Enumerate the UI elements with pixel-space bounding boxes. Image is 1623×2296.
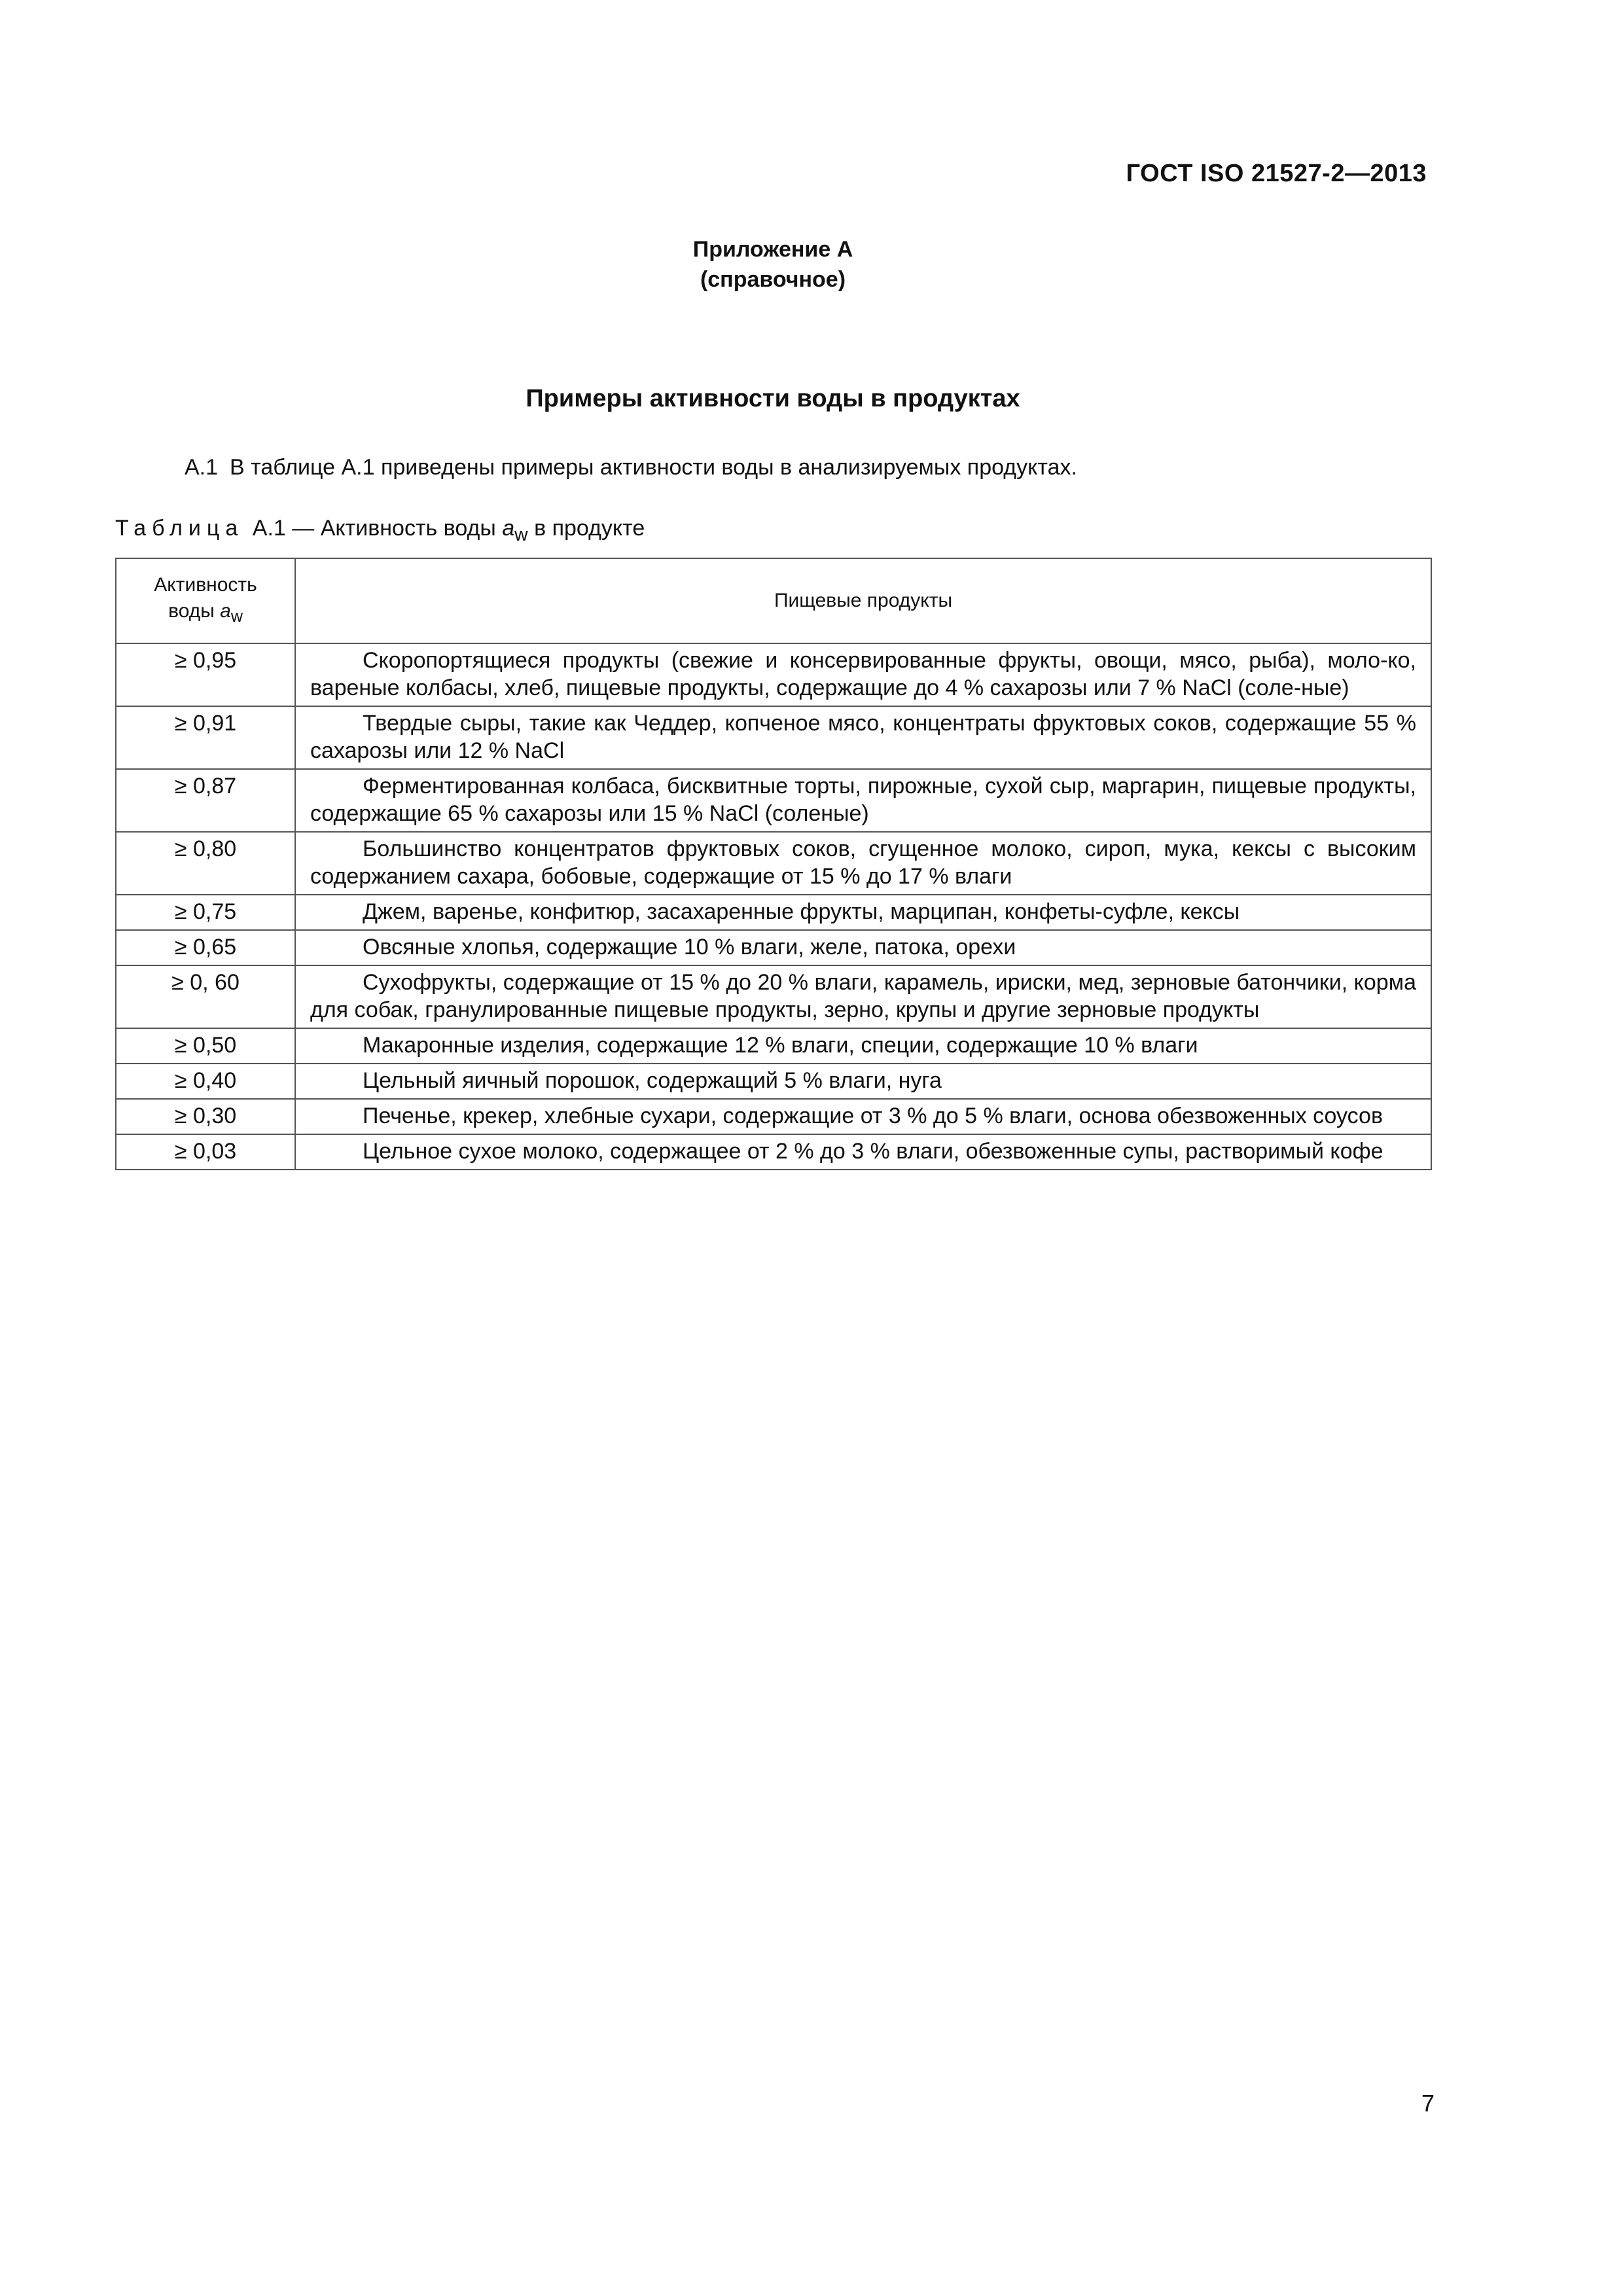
products-cell	[295, 1064, 1431, 1099]
table-caption	[115, 516, 645, 546]
water-activity-value: ≥ 0,80	[116, 832, 295, 895]
column-header-word: воды	[168, 600, 215, 622]
table-caption-symbol: a	[502, 516, 515, 541]
section-title: Примеры активности воды в продуктах	[526, 385, 1020, 412]
standard-code: ГОСТ ISO 21527-2—2013	[1126, 160, 1427, 187]
table-row	[116, 832, 1431, 895]
water-activity-value: ≥ 0,87	[116, 769, 295, 832]
table-caption-suffix: в продукте	[534, 516, 645, 541]
products-text: Твердые сыры, такие как Чеддер, копченое мясо, концентраты фруктовых соков, содержащие 55 % сахарозы или 12 % NaCl	[310, 711, 1416, 763]
products-text: Цельное сухое молоко, содержащее от 2 % до 3 % влаги, обезвоженные супы, растворимый кофе	[363, 1139, 1383, 1164]
table-header-row	[116, 558, 1431, 643]
products-text: Сухофрукты, содержащие от 15 % до 20 % влаги, карамель, ириски, мед, зерновые батончики, корма для собак, гранулированные пищевые продукты, зерно, крупы и другие зерновые продукты	[310, 970, 1416, 1022]
products-cell	[295, 930, 1431, 965]
table-row	[116, 769, 1431, 832]
table-caption-number: А.1 — Активность воды	[252, 516, 496, 541]
page-number: 7	[1421, 2090, 1435, 2117]
products-cell	[295, 1134, 1431, 1170]
water-activity-value: ≥ 0,95	[116, 643, 295, 706]
table-row	[116, 706, 1431, 769]
annex-heading	[0, 234, 1546, 295]
products-text: Большинство концентратов фруктовых соков, сгущенное молоко, сироп, мука, кексы с высоким содержанием сахара, бобовые, содержащие от 15 % до 17 % влаги	[310, 836, 1416, 889]
products-text: Ферментированная колбаса, бисквитные торты, пирожные, сухой сыр, маргарин, пищевые продукты, содержащие 65 % сахарозы или 15 % NaCl (соленые)	[310, 774, 1416, 826]
water-activity-value: ≥ 0,65	[116, 930, 295, 965]
water-activity-value: ≥ 0,30	[116, 1099, 295, 1134]
water-activity-value: ≥ 0,91	[116, 706, 295, 769]
table-row	[116, 1028, 1431, 1064]
clause-number: А.1	[185, 455, 219, 480]
intro-paragraph	[185, 455, 1077, 480]
table-caption-label: Таблица	[115, 516, 244, 541]
products-cell	[295, 965, 1431, 1028]
products-text: Джем, варенье, конфитюр, засахаренные фрукты, марципан, конфеты-суфле, кексы	[363, 899, 1240, 924]
annex-status: (справочное)	[700, 267, 846, 292]
products-cell	[295, 1028, 1431, 1064]
column-header-food-products: Пищевые продукты	[295, 558, 1431, 643]
water-activity-value: ≥ 0,75	[116, 895, 295, 930]
products-text: Овсяные хлопья, содержащие 10 % влаги, желе, патока, орехи	[363, 935, 1016, 960]
products-cell	[295, 706, 1431, 769]
products-cell	[295, 643, 1431, 706]
table-row	[116, 1099, 1431, 1134]
water-activity-value: ≥ 0,40	[116, 1064, 295, 1099]
annex-title: Приложение А	[692, 237, 853, 262]
products-cell	[295, 895, 1431, 930]
column-header-line2	[117, 598, 294, 630]
column-header-line1: Активность	[154, 574, 257, 596]
intro-text: В таблице А.1 приведены примеры активности воды в анализируемых продуктах.	[230, 455, 1077, 480]
products-text: Макаронные изделия, содержащие 12 % влаги, специи, содержащие 10 % влаги	[363, 1033, 1198, 1058]
products-text: Цельный яичный порошок, содержащий 5 % влаги, нуга	[363, 1068, 942, 1093]
table-row	[116, 1134, 1431, 1170]
column-header-symbol: a	[220, 600, 231, 622]
water-activity-value: ≥ 0,50	[116, 1028, 295, 1064]
table-row	[116, 895, 1431, 930]
table-row	[116, 930, 1431, 965]
column-header-water-activity	[116, 558, 295, 643]
water-activity-table	[115, 558, 1432, 1170]
products-cell	[295, 769, 1431, 832]
water-activity-value: ≥ 0,03	[116, 1134, 295, 1170]
products-text: Печенье, крекер, хлебные сухари, содержащие от 3 % до 5 % влаги, основа обезвоженных соусов	[363, 1103, 1383, 1128]
water-activity-value: ≥ 0, 60	[116, 965, 295, 1028]
products-text: Скоропортящиеся продукты (свежие и консервированные фрукты, овощи, мясо, рыба), моло-ко, вареные колбасы, хлеб, пищевые продукты, содержащие до 4 % сахарозы или 7 % NaCl (соле-ные)	[310, 648, 1416, 700]
products-cell	[295, 832, 1431, 895]
table-row	[116, 965, 1431, 1028]
table-row	[116, 1064, 1431, 1099]
table-caption-subscript: w	[514, 524, 528, 545]
column-header-subscript: w	[230, 607, 243, 626]
products-cell	[295, 1099, 1431, 1134]
table-row	[116, 643, 1431, 706]
